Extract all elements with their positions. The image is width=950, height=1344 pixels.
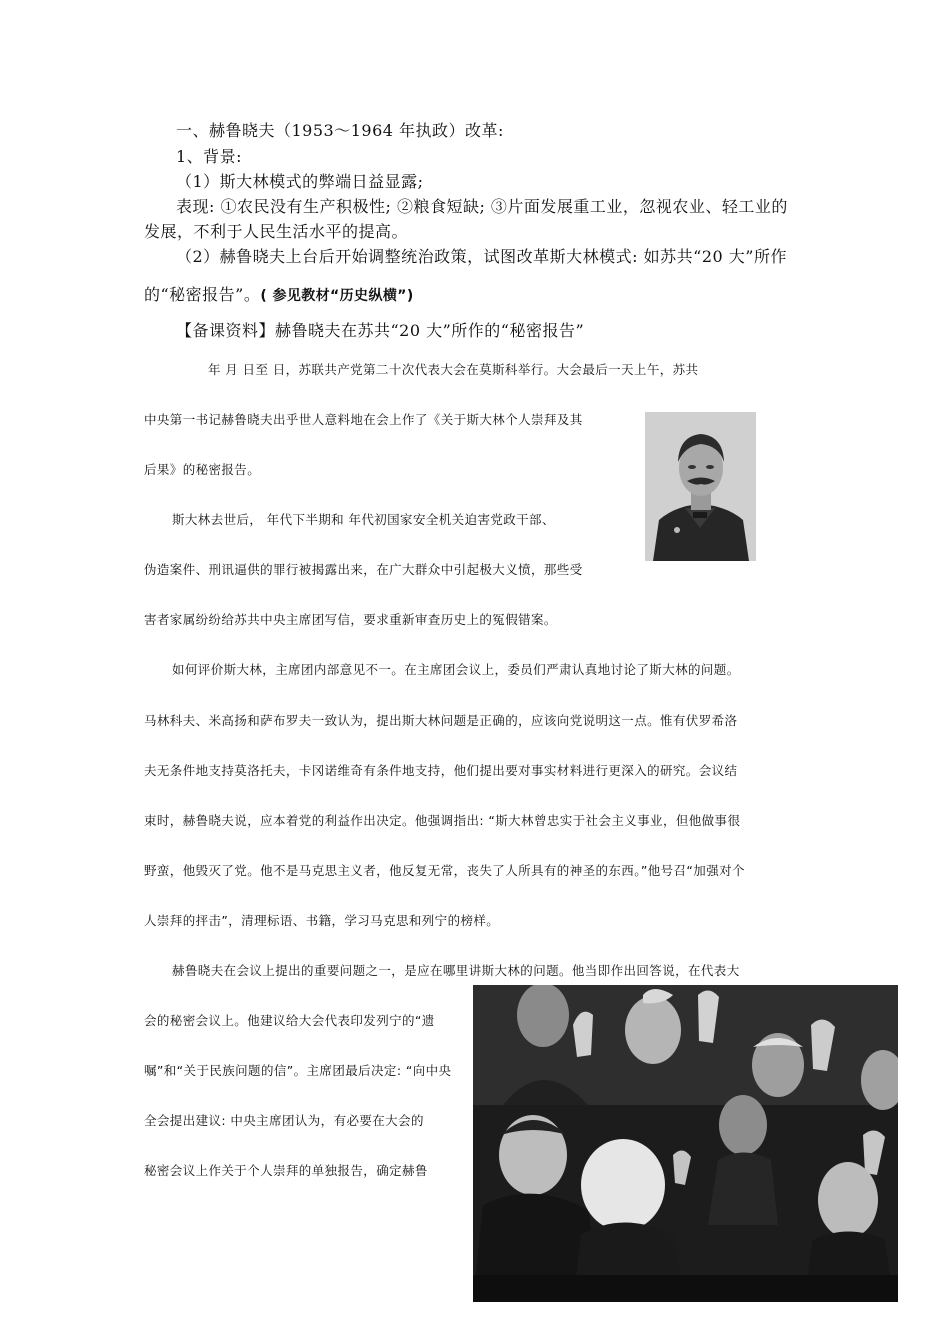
material-line: 会的秘密会议上。他建议给大会代表印发列宁的“遗	[144, 1013, 435, 1028]
material-line: 马林科夫、米高扬和萨布罗夫一致认为，提出斯大林问题是正确的，应该向党说明这一点。惟有伏罗希洛	[144, 713, 738, 728]
point-2-text: 的“秘密报告”。	[144, 285, 261, 304]
material-line: 赫鲁晓夫在会议上提出的重要问题之一，是应在哪里讲斯大林的问题。他当即作出回答说，在代表大	[172, 963, 740, 978]
material-line: 野蛮，他毁灭了党。他不是马克思主义者，他反复无常，丧失了人所具有的神圣的东西。”他号召“加强对个	[144, 863, 745, 878]
stalin-portrait-photo	[645, 412, 756, 561]
material-line: 后果》的秘密报告。	[144, 462, 261, 477]
material-line: 秘密会议上作关于个人崇拜的单独报告，确定赫鲁	[144, 1163, 428, 1178]
material-line: 束时，赫鲁晓夫说，应本着党的利益作出决定。他强调指出: “斯大林曾忠实于社会主义事业，但他做事很	[144, 813, 741, 828]
material-line: 夫无条件地支持莫洛托夫，卡冈诺维奇有条件地支持，他们提出要对事实材料进行更深入的研究。会议结	[144, 763, 738, 778]
material-line: 中央第一书记赫鲁晓夫出乎世人意料地在会上作了《关于斯大林个人崇拜及其	[144, 412, 583, 427]
background-title: 1、背景:	[176, 147, 243, 166]
material-title: 【备课资料】赫鲁晓夫在苏共“20 大”所作的“秘密报告”	[176, 321, 585, 340]
material-line: 伪造案件、刑讯逼供的罪行被揭露出来，在广大群众中引起极大义愤，那些受	[144, 562, 583, 577]
point-2-line-2	[144, 282, 414, 305]
point-2-reference: ( 参见教材“历史纵横”)	[260, 288, 414, 304]
material-line: 人崇拜的抨击”，清理标语、书籍，学习马克思和列宁的榜样。	[144, 913, 500, 928]
material-line: 斯大林去世后， 年代下半期和 年代初国家安全机关迫害党政干部、	[172, 512, 555, 527]
manifestation-line-2: 发展，不利于人民生活水平的提高。	[144, 222, 409, 241]
point-2-line-1: （2）赫鲁晓夫上台后开始调整统治政策，试图改革斯大林模式: 如苏共“20 大”所作	[176, 247, 787, 266]
material-line: 年 月 日至 日，苏联共产党第二十次代表大会在莫斯科举行。大会最后一天上午，苏共	[208, 362, 699, 377]
material-line: 嘱”和“关于民族问题的信”。主席团最后决定: “向中央	[144, 1063, 452, 1078]
material-line: 全会提出建议: 中央主席团认为，有必要在大会的	[144, 1113, 424, 1128]
material-line: 害者家属纷纷给苏共中央主席团写信，要求重新审查历史上的冤假错案。	[144, 612, 557, 627]
point-1: （1）斯大林模式的弊端日益显露;	[176, 172, 424, 191]
material-line: 如何评价斯大林，主席团内部意见不一。在主席团会议上，委员们严肃认真地讨论了斯大林的问题。	[172, 662, 740, 677]
manifestation-line-1: 表现: ①农民没有生产积极性; ②粮食短缺; ③片面发展重工业，忽视农业、轻工业的	[176, 197, 788, 216]
section-heading: 一、赫鲁晓夫（1953～1964 年执政）改革:	[176, 121, 504, 140]
congress-delegates-photo	[473, 985, 898, 1302]
